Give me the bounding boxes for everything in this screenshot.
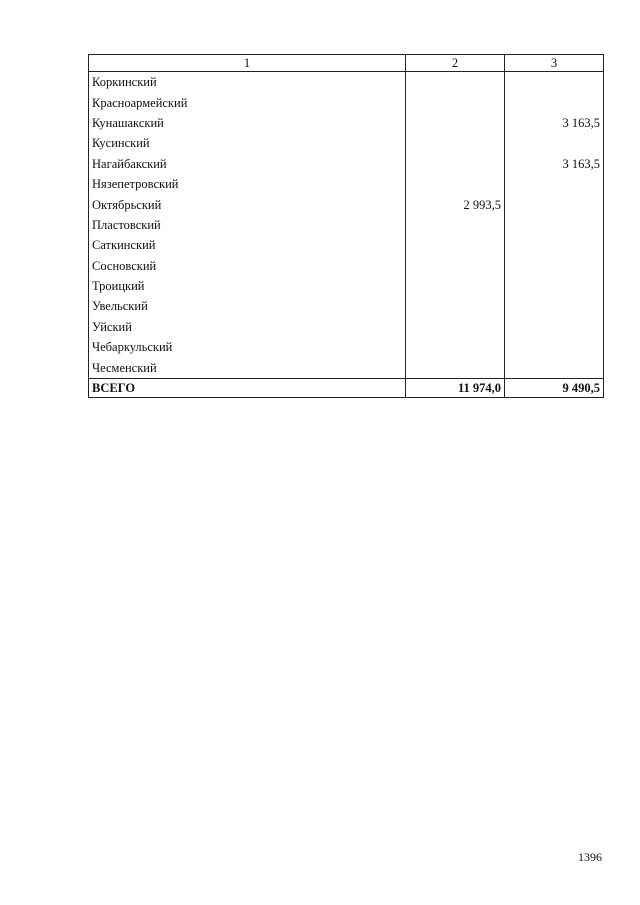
page-number: 1396	[578, 850, 602, 864]
value-col2	[406, 133, 505, 153]
value-col3	[505, 317, 604, 337]
table-row	[89, 337, 604, 357]
district-name: Троицкий	[89, 276, 406, 296]
total-label: ВСЕГО	[89, 378, 406, 397]
value-col2	[406, 113, 505, 133]
value-col2	[406, 276, 505, 296]
value-col3	[505, 235, 604, 255]
district-name: Коркинский	[89, 72, 406, 93]
district-name: Нагайбакский	[89, 154, 406, 174]
value-col2	[406, 256, 505, 276]
value-col2	[406, 357, 505, 378]
district-name: Красноармейский	[89, 92, 406, 112]
table-row	[89, 235, 604, 255]
column-header-3: 3	[505, 55, 604, 72]
table-row	[89, 72, 604, 93]
value-col2	[406, 317, 505, 337]
table-row	[89, 133, 604, 153]
value-col3	[505, 276, 604, 296]
value-col2	[406, 337, 505, 357]
column-header-1: 1	[89, 55, 406, 72]
table-header-row	[89, 55, 604, 72]
value-col2	[406, 296, 505, 316]
value-col3	[505, 215, 604, 235]
value-col3	[505, 194, 604, 214]
value-col3	[505, 256, 604, 276]
value-col3	[505, 296, 604, 316]
value-col2	[406, 72, 505, 93]
total-col3: 9 490,5	[505, 378, 604, 397]
column-header-2: 2	[406, 55, 505, 72]
total-row	[89, 378, 604, 397]
table-row	[89, 276, 604, 296]
table-row	[89, 194, 604, 214]
value-col2	[406, 235, 505, 255]
value-col2	[406, 154, 505, 174]
allocation-table	[88, 54, 604, 398]
value-col3: 3 163,5	[505, 113, 604, 133]
total-col2: 11 974,0	[406, 378, 505, 397]
district-name: Уйский	[89, 317, 406, 337]
value-col2	[406, 174, 505, 194]
table-row	[89, 113, 604, 133]
value-col3	[505, 92, 604, 112]
district-name: Сосновский	[89, 256, 406, 276]
table-row	[89, 92, 604, 112]
table-row	[89, 215, 604, 235]
table-row	[89, 256, 604, 276]
table-row	[89, 154, 604, 174]
value-col3	[505, 133, 604, 153]
district-name: Кусинский	[89, 133, 406, 153]
value-col2	[406, 92, 505, 112]
value-col3	[505, 72, 604, 93]
district-name: Чесменский	[89, 357, 406, 378]
district-name: Нязепетровский	[89, 174, 406, 194]
value-col3: 3 163,5	[505, 154, 604, 174]
table-row	[89, 357, 604, 378]
value-col2	[406, 215, 505, 235]
district-name: Кунашакский	[89, 113, 406, 133]
district-name: Увельский	[89, 296, 406, 316]
value-col2: 2 993,5	[406, 194, 505, 214]
value-col3	[505, 337, 604, 357]
district-name: Чебаркульский	[89, 337, 406, 357]
value-col3	[505, 174, 604, 194]
value-col3	[505, 357, 604, 378]
table-row	[89, 296, 604, 316]
district-name: Саткинский	[89, 235, 406, 255]
table-row	[89, 317, 604, 337]
table-row	[89, 174, 604, 194]
district-name: Пластовский	[89, 215, 406, 235]
district-name: Октябрьский	[89, 194, 406, 214]
